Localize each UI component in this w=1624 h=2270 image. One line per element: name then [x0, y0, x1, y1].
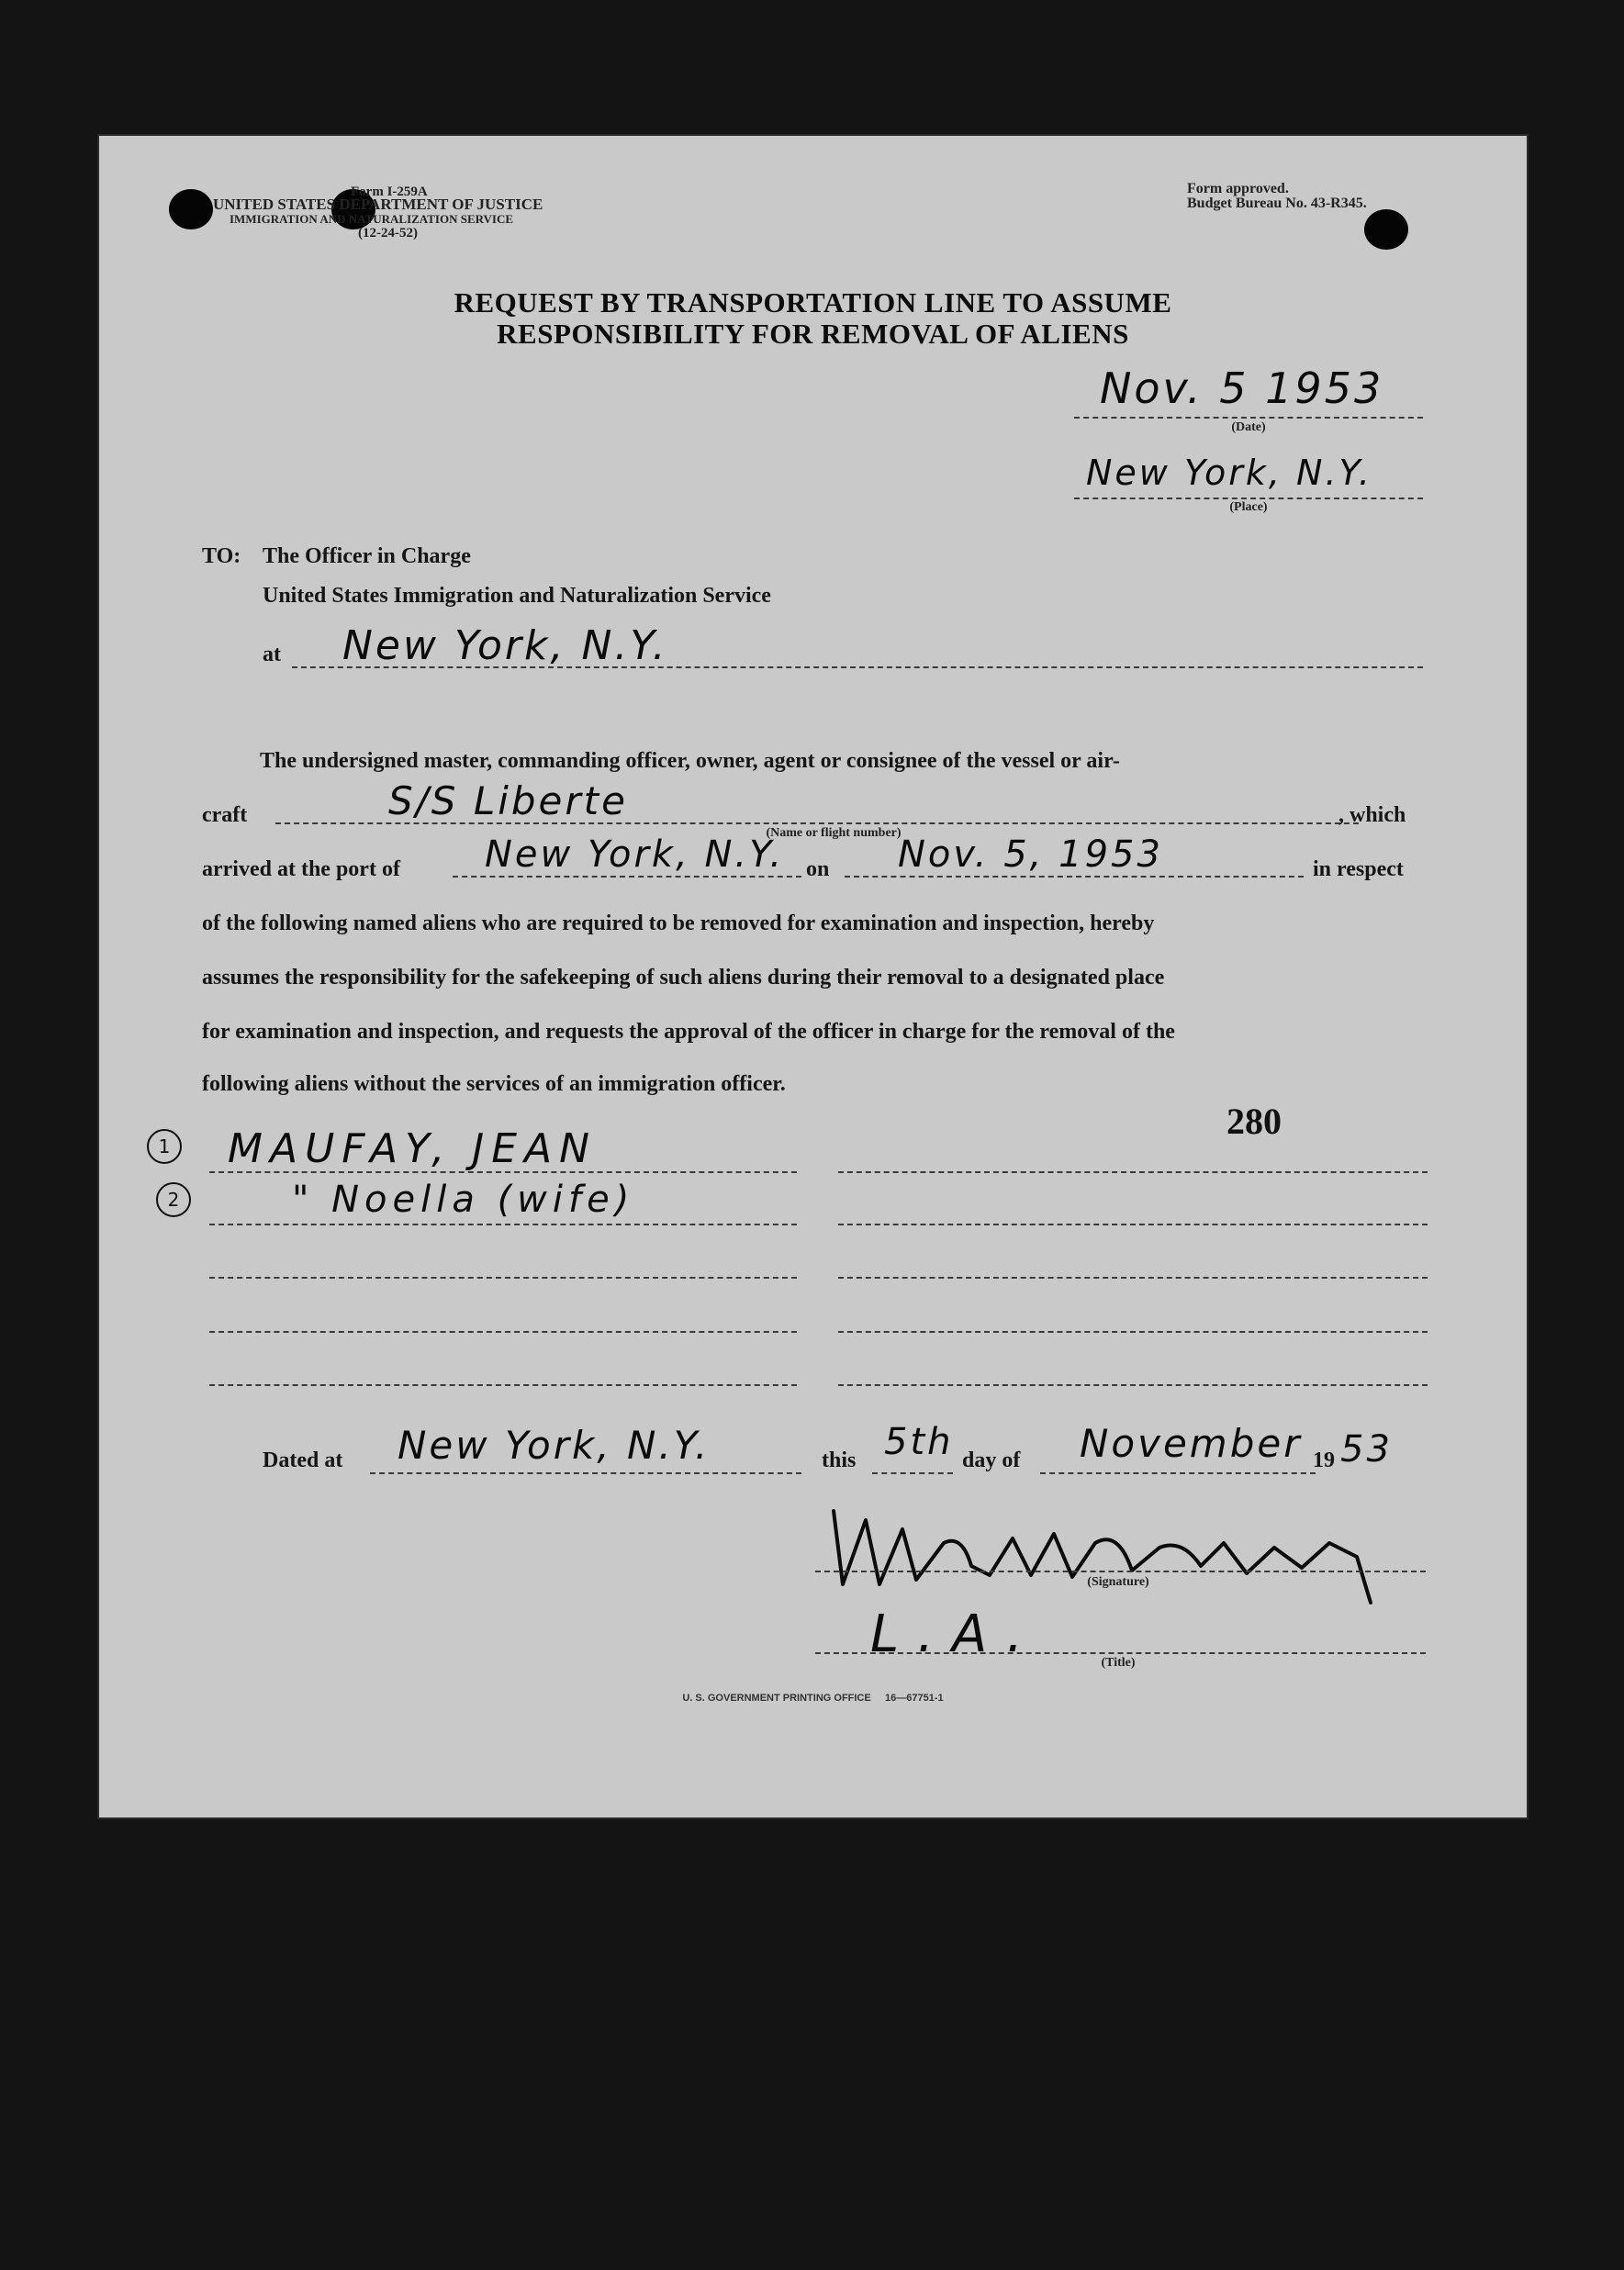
respect-label: in respect: [1313, 857, 1404, 881]
craft-caption: (Name or flight number): [766, 826, 902, 840]
alien-line-right-1: [838, 1171, 1428, 1173]
day-of-label: day of: [962, 1448, 1021, 1472]
stamp-number: 280: [1226, 1101, 1282, 1142]
craft-value: S/S Liberte: [388, 778, 628, 823]
place-caption: (Place): [1229, 500, 1268, 514]
form-revision-date: (12-24-52): [358, 226, 418, 240]
paragraph-intro: The undersigned master, commanding officer, owner, agent or consignee of the vessel or air-: [260, 749, 1120, 773]
alien-marker-2: 2: [156, 1182, 191, 1217]
signature-line: [815, 1571, 1426, 1572]
title-caption: (Title): [1101, 1656, 1136, 1670]
paragraph-line-3: of the following named aliens who are required to be removed for examination and inspection, hereby: [202, 911, 1155, 935]
alien-line-left-5: [209, 1384, 797, 1386]
day-line: [872, 1472, 953, 1474]
signature-scribble: [815, 1493, 1403, 1612]
alien-line-left-1: [209, 1171, 797, 1173]
addressee-line-1: The Officer in Charge: [263, 544, 471, 568]
date-line: [1074, 417, 1423, 419]
to-label: TO:: [202, 544, 241, 568]
signature-caption: (Signature): [1087, 1575, 1149, 1589]
alien-line-left-4: [209, 1331, 797, 1333]
paragraph-line-6: following aliens without the services of an immigration officer.: [202, 1072, 786, 1096]
dated-at-label: Dated at: [263, 1448, 343, 1472]
arrival-date-line: [845, 876, 1304, 878]
form-number: Form I-259A: [351, 185, 428, 199]
place-line: [1074, 498, 1423, 499]
craft-line: [275, 822, 1359, 824]
form-page: [99, 136, 1527, 1817]
place-value: New York, N.Y.: [1086, 453, 1372, 493]
paragraph-line-4: assumes the responsibility for the safekeeping of such aliens during their removal to a designated place: [202, 966, 1165, 990]
printing-office-footer: U. S. GOVERNMENT PRINTING OFFICE 16—67751-1: [682, 1693, 944, 1704]
arrived-label: arrived at the port of: [202, 857, 400, 881]
day-value: 5th: [884, 1421, 954, 1463]
year-value: 53: [1340, 1428, 1393, 1470]
addressee-line-2: United States Immigration and Naturalization Service: [263, 584, 771, 608]
this-label: this: [822, 1448, 857, 1472]
paragraph-line-5: for examination and inspection, and requests the approval of the officer in charge for the removal of the: [202, 1020, 1175, 1044]
alien-line-right-4: [838, 1331, 1428, 1333]
punch-hole-left-1: [169, 189, 213, 229]
month-value: November: [1080, 1421, 1303, 1466]
alien-name-2: " Noella (wife): [292, 1179, 635, 1221]
at-value: New York, N.Y.: [342, 622, 668, 669]
at-label: at: [263, 643, 281, 666]
at-line: [292, 666, 1423, 668]
budget-bureau-number: Budget Bureau No. 43-R345.: [1187, 196, 1367, 211]
alien-line-left-2: [209, 1224, 797, 1225]
form-approved: Form approved.: [1187, 181, 1289, 196]
on-label: on: [806, 857, 830, 881]
alien-line-left-3: [209, 1277, 797, 1279]
form-title-line-2: RESPONSIBILITY FOR REMOVAL OF ALIENS: [497, 318, 1129, 350]
punch-hole-right: [1364, 209, 1408, 250]
dated-at-value: New York, N.Y.: [398, 1423, 711, 1468]
alien-line-right-5: [838, 1384, 1428, 1386]
year-prefix: 19: [1313, 1448, 1335, 1472]
alien-line-right-2: [838, 1224, 1428, 1225]
alien-line-right-3: [838, 1277, 1428, 1279]
port-value: New York, N.Y.: [485, 833, 785, 876]
service-name: IMMIGRATION AND NATURALIZATION SERVICE: [230, 212, 514, 226]
port-line: [453, 876, 801, 878]
craft-label: craft: [202, 803, 248, 827]
month-line: [1040, 1472, 1316, 1474]
title-line: [815, 1652, 1426, 1654]
form-title-line-1: REQUEST BY TRANSPORTATION LINE TO ASSUME: [454, 286, 1172, 319]
which-label: , which: [1338, 803, 1406, 827]
date-value: Nov. 5 1953: [1100, 363, 1384, 413]
arrival-date-value: Nov. 5, 1953: [898, 833, 1163, 876]
alien-name-1: MAUFAY, JEAN: [228, 1125, 598, 1172]
alien-marker-1: 1: [147, 1129, 182, 1164]
title-value: L.A.: [870, 1605, 1042, 1664]
date-caption: (Date): [1231, 420, 1266, 434]
dated-at-line: [370, 1472, 801, 1474]
department-name: UNITED STATES DEPARTMENT OF JUSTICE: [213, 196, 543, 213]
